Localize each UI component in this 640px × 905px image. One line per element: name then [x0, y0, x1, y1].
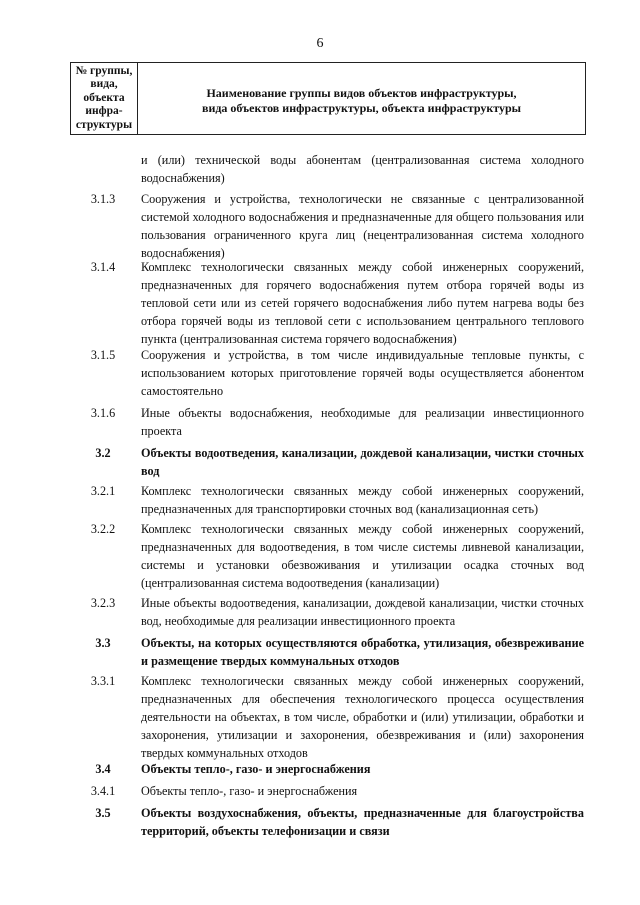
header-name-line: вида объектов инфраструктуры, объекта инфраструктуры — [201, 100, 522, 115]
row-number: 3.2.3 — [90, 596, 116, 610]
row-number: 3.1.3 — [90, 192, 116, 206]
header-number-line: структуры — [75, 118, 133, 131]
row-text: Объекты, на которых осуществляются обработка, утилизация, обезвреживание и размещение твердых коммунальных отходов — [141, 636, 584, 668]
row-number: 3.3 — [95, 636, 111, 650]
page-number: 6 — [316, 36, 324, 51]
row-text: Объекты водоотведения, канализации, дождевой канализации, чистки сточных вод — [141, 446, 584, 478]
row-number: 3.1.6 — [90, 406, 116, 420]
row-number: 3.2.1 — [90, 484, 116, 498]
row-text: Комплекс технологически связанных между собой инженерных сооружений, предназначенных для транспортировки сточных вод (канализационная сеть) — [141, 484, 584, 516]
row-text: и (или) технической воды абонентам (централизованная система холодного водоснабжения) — [141, 153, 584, 185]
table-header — [70, 62, 586, 135]
row-text: Комплекс технологически связанных между собой инженерных сооружений, предназначенных для водоотведения, в том числе системы ливневой канализации, системы и установки обезвоживания и утилизации осадка сточных вод (централизованная система водоотведения (канализации) — [141, 522, 584, 590]
row-text: Объекты воздухоснабжения, объекты, предназначенные для благоустройства территорий, объекты телефонизации и связи — [141, 806, 584, 838]
row-number: 3.2.2 — [90, 522, 116, 536]
row-text: Комплекс технологически связанных между собой инженерных сооружений, предназначенных для горячего водоснабжения путем отбора горячей воды из тепловой сети или из сетей горячего водоснабжения либо путем нагрева воды без отбора горячей воды из тепловой сети с использованием центрального теплового пункта (централизованная система горячего водоснабжения) — [141, 260, 584, 346]
header-number-line: вида, — [90, 78, 118, 91]
row-number: 3.1.4 — [90, 260, 116, 274]
row-number: 3.5 — [95, 806, 111, 820]
row-text: Объекты тепло-, газо- и энергоснабжения — [141, 784, 358, 798]
row-text: Комплекс технологически связанных между собой инженерных сооружений, предназначенных для обеспечения технологического процесса осуществления деятельности на объектах, в том числе, обработки и (или) утилизации, обработки и захоронения, утилизации и захоронения, обезвреживания и (или) захоронения твердых коммунальных отходов — [141, 674, 584, 760]
header-number-line: объекта — [83, 91, 125, 104]
row-number: 3.3.1 — [90, 674, 116, 688]
row-number: 3.4 — [95, 762, 111, 776]
header-number-line: № группы, — [75, 64, 133, 77]
header-number-line: инфра- — [85, 105, 123, 118]
row-number: 3.4.1 — [90, 784, 116, 798]
row-text: Объекты тепло-, газо- и энергоснабжения — [141, 762, 371, 776]
header-number-column — [71, 63, 138, 135]
row-number: 3.2 — [95, 446, 111, 460]
row-text: Сооружения и устройства, в том числе индивидуальные тепловые пункты, с использованием которых приготовление горячей воды осуществляется абонентом самостоятельно — [141, 348, 584, 398]
row-text: Иные объекты водоснабжения, необходимые для реализации инвестиционного проекта — [141, 406, 584, 438]
header-name-line: Наименование группы видов объектов инфраструктуры, — [206, 85, 517, 100]
row-text: Сооружения и устройства, технологически не связанные с централизованной системой холодного водоснабжения и предназначенные для общего пользования или пользования ограниченного круга лиц (нецентрализованная система холодного водоснабжения) — [141, 192, 584, 260]
header-name-column — [138, 63, 586, 135]
row-number: 3.1.5 — [90, 348, 116, 362]
row-text: Иные объекты водоотведения, канализации, дождевой канализации, чистки сточных вод, необходимые для реализации инвестиционного проекта — [141, 596, 584, 628]
